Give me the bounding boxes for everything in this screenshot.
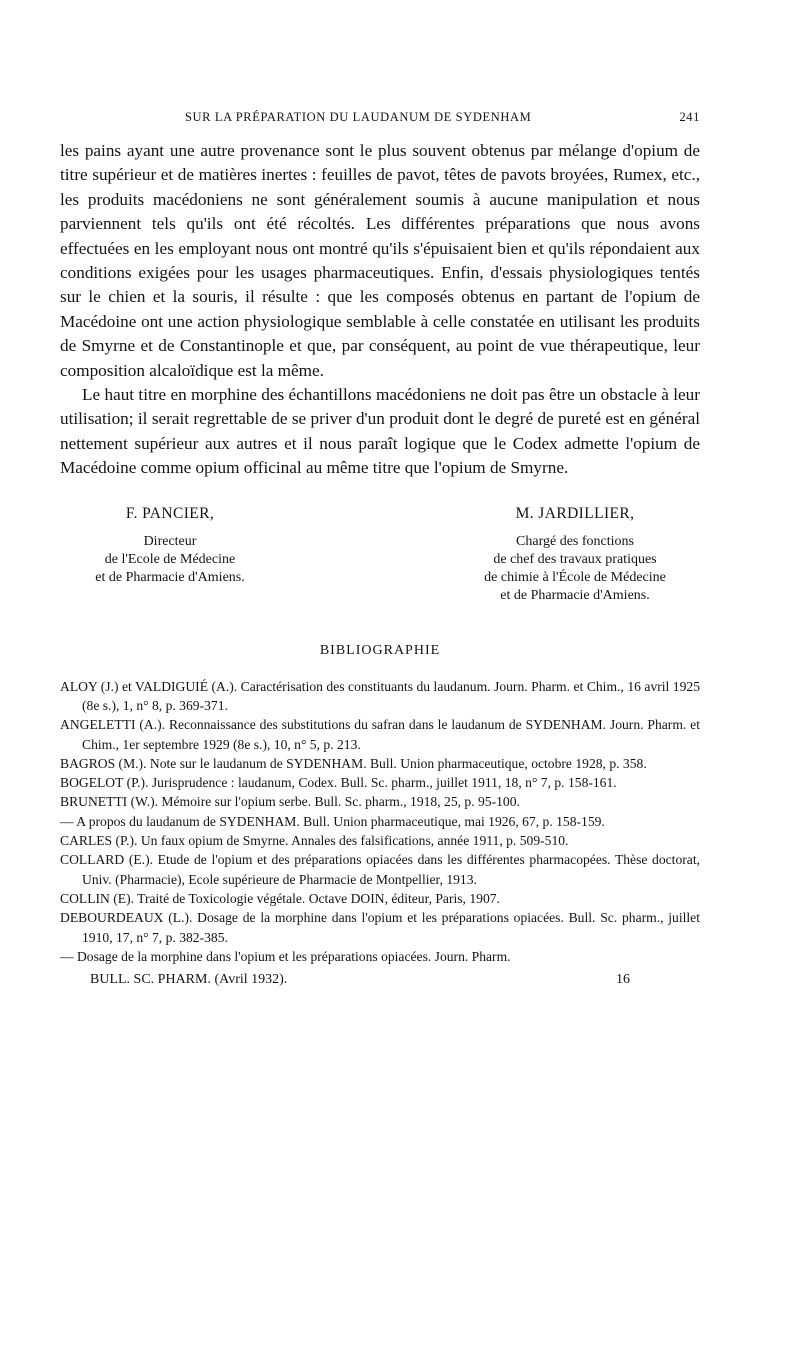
journal-reference: BULL. SC. PHARM. (Avril 1932). [90, 972, 288, 988]
signature-line: et de Pharmacie d'Amiens. [95, 569, 245, 585]
bibliography-entry: BAGROS (M.). Note sur le laudanum de SYDENHAM. Bull. Union pharmaceutique, octobre 1928, p. 358. [60, 755, 647, 771]
signature-line: de chef des travaux pratiques [493, 551, 657, 567]
bibliography-entry: CARLES (P.). Un faux opium de Smyrne. Annales des falsifications, année 1911, p. 509-510. [60, 833, 569, 849]
bibliography-list [60, 677, 700, 966]
signature-mark: 16 [616, 972, 630, 988]
bibliography-entry: BOGELOT (P.). Jurisprudence : laudanum, Codex. Bull. Sc. pharm., juillet 1911, 18, n° 7, p. 158-161. [60, 775, 617, 791]
signature-line: et de Pharmacie d'Amiens. [500, 587, 650, 603]
signature-pancier [60, 505, 280, 605]
paragraph: Le haut titre en morphine des échantillons macédoniens ne doit pas être un obstacle à leur utilisation; il serait regrettable de se priver d'un produit dont le degré de pureté est en général nettement supérieur aux autres et il nous paraît logique que le Codex admette l'opium de Macédoine comme opium officinal au même titre que l'opium de Smyrne. [60, 385, 700, 478]
signatures [60, 505, 700, 605]
running-header [60, 110, 700, 125]
signature-line: Chargé des fonctions [516, 533, 634, 549]
bibliography-entry: ANGELETTI (A.). Reconnaissance des substitutions du safran dans le laudanum de SYDENHAM. Journ. Pharm. et Chim., 1er septembre 1929 (8e s.), 10, n° 5, p. 213. [60, 717, 700, 752]
bibliography-entry: COLLARD (E.). Etude de l'opium et des préparations opiacées dans les différentes pharmacopées. Thèse doctorat, Univ. (Pharmacie), Ecole supérieure de Pharmacie de Montpellier, 1913. [60, 852, 700, 887]
page [60, 110, 700, 988]
signature-line: de l'Ecole de Médecine [104, 551, 236, 567]
signature-jardillier [450, 505, 700, 605]
page-footer [60, 972, 700, 988]
paragraph: les pains ayant une autre provenance sont le plus souvent obtenus par mélange d'opium de titre supérieur et de matières inertes : feuilles de pavot, têtes de pavots broyées, Rumex, etc., les produits macédoniens ne sont généralement soumis à aucune manipulation et nous parviennent tels qu'ils ont été récoltés. Les différentes préparations que nous avons effectuées en les employant nous ont montré qu'ils s'épuisaient bien et qu'ils répondaient aux conditions exigées pour les usages pharmaceutiques. Enfin, d'essais physiologiques tentés sur le chien et la souris, il résulte : que les composés obtenus en partant de l'opium de Macédoine ont une action physiologique semblable à celle constatée en utilisant les produits de Smyrne et de Constantinople et que, par conséquent, au point de vue thérapeutique, leur composition alcaloïdique est la même. [60, 141, 700, 380]
signature-name: F. PANCIER, [125, 504, 215, 522]
page-number: 241 [679, 110, 700, 124]
running-title: SUR LA PRÉPARATION DU LAUDANUM DE SYDENHAM [185, 110, 532, 124]
bibliography-entry: ALOY (J.) et VALDIGUIÉ (A.). Caractérisation des constituants du laudanum. Journ. Pharm. et Chim., 16 avril 1925 (8e s.), 1, n° 8, p. 369-371. [60, 678, 700, 713]
bibliography-entry: BRUNETTI (W.). Mémoire sur l'opium serbe. Bull. Sc. pharm., 1918, 25, p. 95-100. [60, 794, 520, 810]
bibliography-entry: DEBOURDEAUX (L.). Dosage de la morphine dans l'opium et les préparations opiacées. Bull. Sc. pharm., juillet 1910, 17, n° 7, p. 382-385. [60, 910, 700, 945]
signature-line: Directeur [143, 533, 197, 549]
signature-name: M. JARDILLIER, [515, 504, 635, 522]
bibliography-entry: — Dosage de la morphine dans l'opium et les préparations opiacées. Journ. Pharm. [60, 948, 511, 964]
signature-line: de chimie à l'École de Médecine [484, 569, 666, 585]
bibliography-entry: — A propos du laudanum de SYDENHAM. Bull. Union pharmaceutique, mai 1926, 67, p. 158-159. [60, 813, 605, 829]
bibliography-title: BIBLIOGRAPHIE [319, 642, 441, 658]
bibliography-entry: COLLIN (E). Traité de Toxicologie végétale. Octave DOIN, éditeur, Paris, 1907. [60, 890, 500, 906]
body-text [60, 139, 700, 481]
